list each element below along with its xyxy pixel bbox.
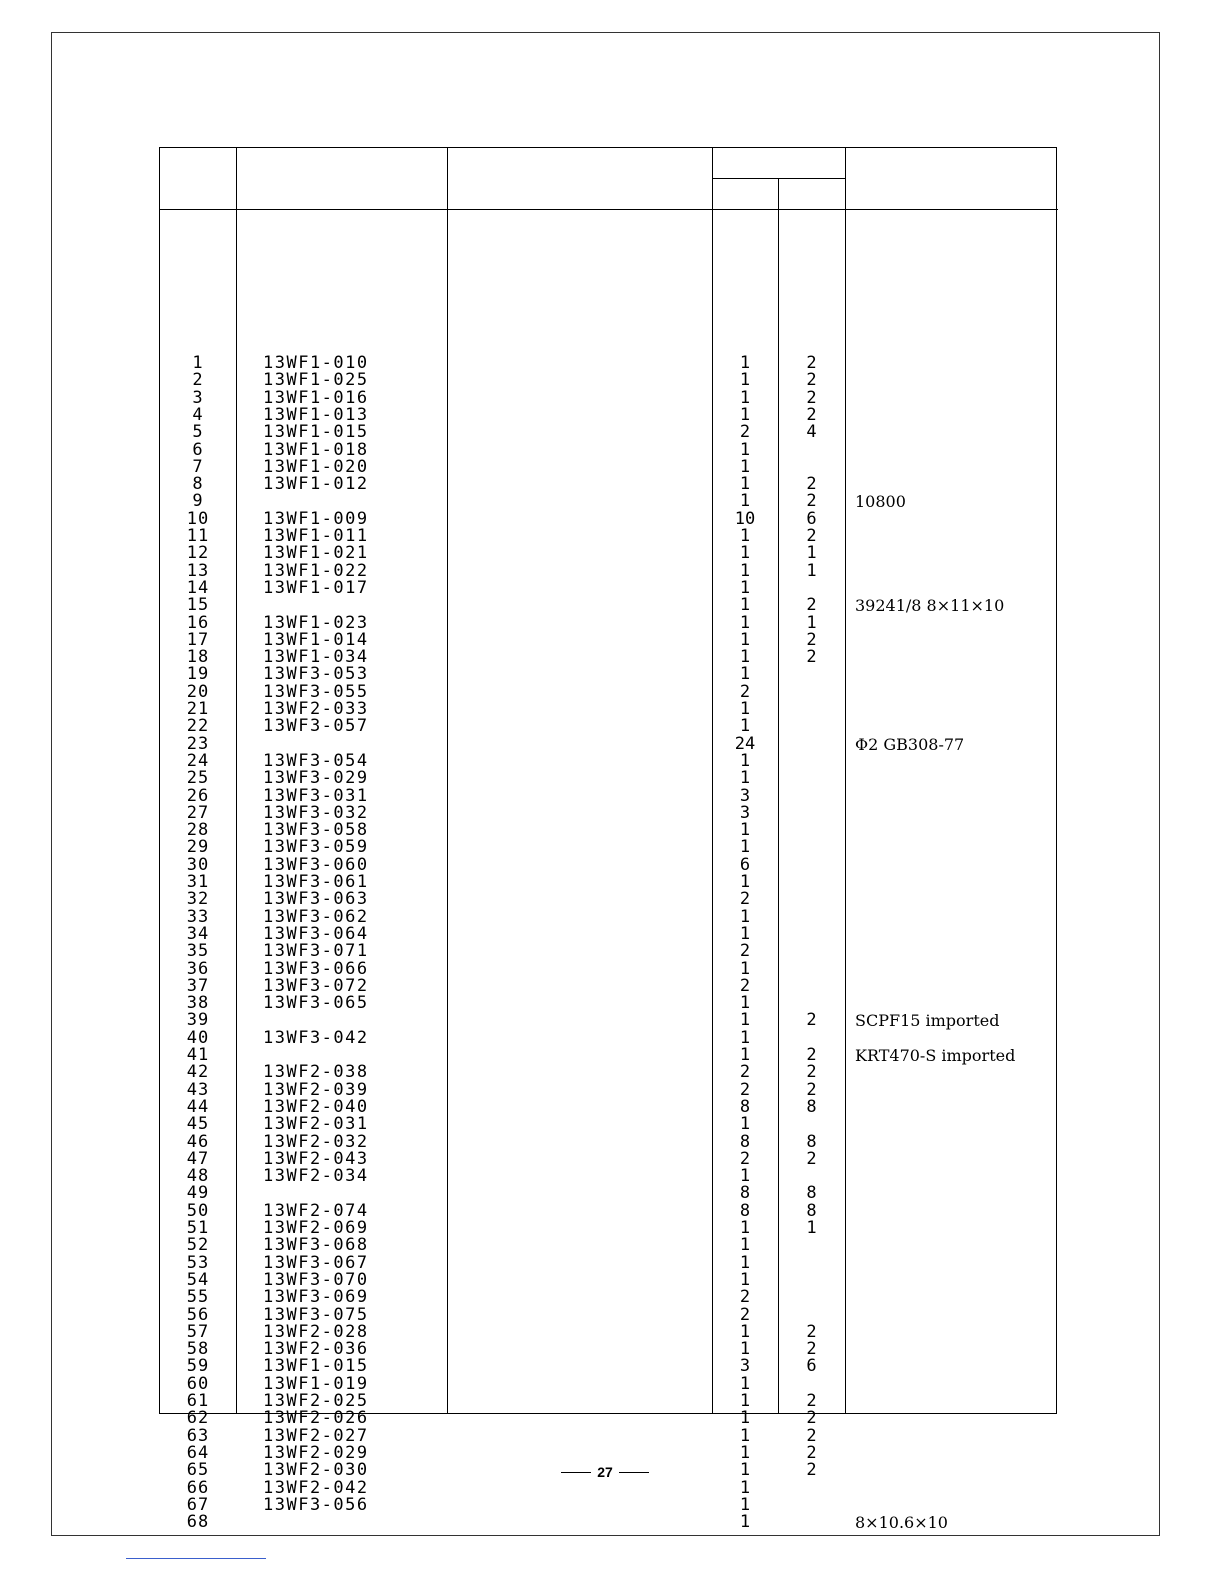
row-number: 40 [186, 1027, 210, 1048]
quantity-per-unit: 1 [739, 1166, 751, 1187]
quantity-per-unit: 2 [739, 1079, 751, 1100]
row-number: 34 [186, 923, 210, 944]
quantity-per-unit: 2 [739, 681, 751, 702]
row-number: 63 [186, 1425, 210, 1446]
row-number: 56 [186, 1304, 210, 1325]
row-number: 20 [186, 681, 210, 702]
quantity-per-unit: 1 [739, 439, 751, 460]
row-number: 31 [186, 872, 210, 892]
row-number: 42 [186, 1062, 210, 1083]
quantity-per-unit: 24 [734, 733, 756, 754]
table-row [160, 891, 1058, 908]
quantity-total: 2 [806, 1045, 817, 1065]
part-code: 13WF3-029 [263, 768, 369, 789]
quantity-per-unit: 2 [739, 1304, 751, 1325]
row-number: 11 [186, 526, 210, 546]
row-number: 6 [192, 439, 204, 460]
table-row [160, 1237, 1058, 1254]
table-row [160, 1168, 1058, 1185]
quantity-per-unit: 1 [739, 1442, 751, 1463]
part-code: 13WF2-032 [263, 1131, 369, 1152]
table-row [160, 995, 1058, 1012]
quantity-per-unit: 3 [739, 802, 751, 823]
table-row [160, 770, 1058, 787]
quantity-per-unit: 1 [739, 1391, 751, 1411]
row-number: 47 [186, 1148, 210, 1169]
row-number: 54 [186, 1269, 210, 1290]
row-number: 14 [186, 577, 210, 598]
row-number: 1 [192, 353, 204, 373]
row-number: 44 [186, 1096, 210, 1117]
row-number: 66 [186, 1477, 210, 1498]
quantity-per-unit: 1 [739, 612, 751, 633]
row-number: 68 [186, 1512, 210, 1533]
quantity-total: 2 [806, 353, 817, 373]
table-row [160, 1494, 1058, 1515]
quantity-per-unit: 6 [739, 854, 751, 875]
table-row [160, 1410, 1058, 1427]
quantity-per-unit: 1 [739, 1010, 751, 1031]
quantity-total: 2 [806, 629, 817, 650]
part-code: 13WF1-010 [263, 353, 369, 373]
quantity-total: 1 [806, 1218, 817, 1238]
table-row [160, 1514, 1058, 1531]
remark: 8×10.6×10 [855, 1513, 948, 1533]
row-number: 57 [186, 1321, 210, 1342]
quantity-per-unit: 2 [739, 941, 751, 962]
quantity-per-unit: 1 [739, 872, 751, 892]
table-row [160, 597, 1058, 614]
part-code: 13WF3-069 [263, 1287, 369, 1308]
row-number: 49 [186, 1183, 210, 1204]
part-code: 13WF2-025 [263, 1391, 369, 1411]
quantity-per-unit: 2 [739, 1148, 751, 1169]
row-number: 45 [186, 1114, 210, 1135]
part-code: 13WF1-015 [263, 422, 369, 443]
quantity-per-unit: 1 [739, 1425, 751, 1446]
table-row [160, 1116, 1058, 1133]
quantity-per-unit: 2 [739, 889, 751, 910]
part-code: 13WF2-027 [263, 1425, 369, 1446]
table-row [160, 1027, 1058, 1048]
quantity-per-unit: 1 [739, 1339, 751, 1360]
row-number: 52 [186, 1235, 210, 1256]
row-number: 12 [186, 543, 210, 564]
page-number [560, 1462, 650, 1482]
quantity-per-unit: 1 [739, 664, 751, 685]
row-number: 64 [186, 1442, 210, 1463]
page-number-left-dash [561, 1472, 591, 1473]
quantity-per-unit: 1 [739, 387, 751, 408]
page-number-text: 27 [597, 1464, 613, 1480]
row-number: 46 [186, 1131, 210, 1152]
row-number: 65 [186, 1460, 210, 1481]
quantity-total: 2 [806, 647, 817, 668]
part-code: 13WF1-022 [263, 560, 369, 581]
quantity-per-unit: 1 [739, 1252, 751, 1273]
part-code: 13WF3-067 [263, 1252, 369, 1273]
part-code: 13WF2-074 [263, 1200, 369, 1221]
part-code: 13WF3-065 [263, 993, 369, 1014]
quantity-per-unit: 2 [739, 975, 751, 996]
row-number: 50 [186, 1200, 210, 1221]
quantity-per-unit: 8 [739, 1131, 751, 1152]
part-code: 13WF1-017 [263, 577, 369, 598]
quantity-per-unit: 1 [739, 647, 751, 668]
table-row [160, 476, 1058, 493]
quantity-per-unit: 1 [739, 1408, 751, 1429]
remark: Φ2 GB308-77 [855, 734, 965, 754]
quantity-per-unit: 2 [739, 422, 751, 443]
row-number: 35 [186, 941, 210, 962]
quantity-per-unit: 1 [739, 923, 751, 944]
row-number: 4 [192, 404, 204, 425]
quantity-per-unit: 1 [739, 491, 751, 512]
quantity-per-unit: 1 [739, 595, 751, 616]
part-code: 13WF2-043 [263, 1148, 369, 1169]
table-row [160, 577, 1058, 598]
table-row [160, 718, 1058, 735]
part-code: 13WF1-020 [263, 456, 369, 477]
row-number: 27 [186, 802, 210, 823]
quantity-per-unit: 1 [739, 353, 751, 373]
row-number: 9 [192, 491, 204, 512]
row-number: 41 [186, 1045, 210, 1065]
part-code: 13WF1-009 [263, 508, 369, 529]
quantity-per-unit: 1 [739, 526, 751, 546]
row-number: 5 [192, 422, 204, 443]
quantity-per-unit: 1 [739, 750, 751, 771]
row-number: 10 [186, 508, 210, 529]
quantity-per-unit: 1 [739, 906, 751, 927]
row-number: 19 [186, 664, 210, 685]
quantity-per-unit: 1 [739, 716, 751, 737]
quantity-per-unit: 1 [739, 1512, 751, 1533]
table-row [160, 545, 1058, 562]
quantity-total: 2 [806, 1148, 817, 1169]
row-number: 15 [186, 595, 210, 616]
row-number: 28 [186, 820, 210, 841]
quantity-per-unit: 1 [739, 456, 751, 477]
quantity-total: 2 [806, 1408, 817, 1429]
part-code: 13WF3-061 [263, 872, 369, 892]
part-code: 13WF3-031 [263, 785, 369, 806]
footer-link-line [126, 1558, 266, 1559]
quantity-total: 2 [806, 474, 817, 495]
part-code: 13WF2-031 [263, 1114, 369, 1135]
quantity-per-unit: 1 [739, 1460, 751, 1481]
quantity-total: 1 [806, 560, 817, 581]
part-code: 13WF3-059 [263, 837, 369, 858]
part-code: 13WF2-028 [263, 1321, 369, 1342]
part-code: 13WF2-042 [263, 1477, 369, 1498]
row-number: 59 [186, 1356, 210, 1377]
row-number: 51 [186, 1218, 210, 1238]
table-row [160, 1289, 1058, 1306]
quantity-total: 2 [806, 1010, 817, 1031]
quantity-total: 1 [806, 543, 817, 564]
part-code: 13WF3-058 [263, 820, 369, 841]
quantity-total: 2 [806, 1079, 817, 1100]
quantity-total: 4 [806, 422, 817, 443]
quantity-per-unit: 1 [739, 1373, 751, 1394]
row-number: 16 [186, 612, 210, 633]
remark: 10800 [855, 492, 906, 512]
quantity-per-unit: 1 [739, 629, 751, 650]
quantity-total: 8 [806, 1131, 817, 1152]
quantity-total: 8 [806, 1096, 817, 1117]
quantity-per-unit: 3 [739, 1356, 751, 1377]
quantity-total: 2 [806, 1460, 817, 1481]
row-number: 48 [186, 1166, 210, 1187]
part-code: 13WF3-032 [263, 802, 369, 823]
row-number: 39 [186, 1010, 210, 1031]
quantity-total: 2 [806, 1339, 817, 1360]
part-code: 13WF3-056 [263, 1494, 369, 1515]
quantity-per-unit: 1 [739, 543, 751, 564]
row-number: 22 [186, 716, 210, 737]
part-code: 13WF1-012 [263, 474, 369, 495]
part-code: 13WF3-053 [263, 664, 369, 685]
part-code: 13WF2-036 [263, 1339, 369, 1360]
quantity-per-unit: 1 [739, 577, 751, 598]
quantity-per-unit: 1 [739, 958, 751, 979]
part-code: 13WF3-042 [263, 1027, 369, 1048]
quantity-per-unit: 8 [739, 1096, 751, 1117]
quantity-per-unit: 1 [739, 837, 751, 858]
row-number: 18 [186, 647, 210, 668]
quantity-total: 2 [806, 387, 817, 408]
quantity-total: 2 [806, 370, 817, 391]
quantity-total: 2 [806, 491, 817, 512]
quantity-total: 2 [806, 1321, 817, 1342]
part-code: 13WF3-071 [263, 941, 369, 962]
row-number: 26 [186, 785, 210, 806]
quantity-per-unit: 1 [739, 474, 751, 495]
row-number: 29 [186, 837, 210, 858]
quantity-per-unit: 1 [739, 1218, 751, 1238]
parts-table [159, 147, 1057, 1533]
quantity-total: 2 [806, 1391, 817, 1411]
quantity-per-unit: 1 [739, 1235, 751, 1256]
part-code: 13WF3-062 [263, 906, 369, 927]
part-code: 13WF1-013 [263, 404, 369, 425]
table-row [160, 424, 1058, 441]
quantity-total: 2 [806, 595, 817, 616]
quantity-per-unit: 1 [739, 1269, 751, 1290]
part-code: 13WF2-029 [263, 1442, 369, 1463]
part-code: 13WF1-025 [263, 370, 369, 391]
row-number: 32 [186, 889, 210, 910]
part-code: 13WF1-014 [263, 629, 369, 650]
part-code: 13WF2-034 [263, 1166, 369, 1187]
quantity-per-unit: 1 [739, 1045, 751, 1065]
part-code: 13WF1-018 [263, 439, 369, 460]
row-number: 3 [192, 387, 204, 408]
quantity-total: 8 [806, 1200, 817, 1221]
quantity-per-unit: 1 [739, 370, 751, 391]
quantity-total: 1 [806, 612, 817, 633]
quantity-total: 8 [806, 1183, 817, 1204]
part-code: 13WF3-075 [263, 1304, 369, 1325]
part-code: 13WF1-016 [263, 387, 369, 408]
row-number: 17 [186, 629, 210, 650]
part-code: 13WF2-039 [263, 1079, 369, 1100]
part-code: 13WF2-040 [263, 1096, 369, 1117]
header-divider [160, 209, 1058, 210]
row-number: 21 [186, 699, 210, 719]
part-code: 13WF1-019 [263, 1373, 369, 1394]
quantity-per-unit: 1 [739, 1114, 751, 1135]
row-number: 60 [186, 1373, 210, 1394]
remark: 39241/8 8×11×10 [855, 596, 1005, 616]
row-number: 43 [186, 1079, 210, 1100]
part-code: 13WF3-070 [263, 1269, 369, 1290]
row-number: 24 [186, 750, 210, 771]
quantity-per-unit: 1 [739, 560, 751, 581]
row-number: 37 [186, 975, 210, 996]
row-number: 61 [186, 1391, 210, 1411]
row-number: 55 [186, 1287, 210, 1308]
quantity-total: 2 [806, 526, 817, 546]
part-code: 13WF1-034 [263, 647, 369, 668]
quantity-per-unit: 1 [739, 993, 751, 1014]
page-number-right-dash [619, 1472, 649, 1473]
quantity-per-unit: 2 [739, 1287, 751, 1308]
remark: SCPF15 imported [855, 1011, 1000, 1031]
part-code: 13WF3-066 [263, 958, 369, 979]
quantity-per-unit: 8 [739, 1183, 751, 1204]
part-code: 13WF3-055 [263, 681, 369, 702]
part-code: 13WF3-063 [263, 889, 369, 910]
row-number: 25 [186, 768, 210, 789]
part-code: 13WF3-068 [263, 1235, 369, 1256]
remark: KRT470-S imported [855, 1046, 1016, 1065]
part-code: 13WF3-057 [263, 716, 369, 737]
part-code: 13WF2-069 [263, 1218, 369, 1238]
part-code: 13WF1-015 [263, 1356, 369, 1377]
part-code: 13WF2-033 [263, 699, 369, 719]
row-number: 62 [186, 1408, 210, 1429]
row-number: 8 [192, 474, 204, 495]
quantity-per-unit: 1 [739, 820, 751, 841]
row-number: 2 [192, 370, 204, 391]
quantity-per-unit: 1 [739, 1477, 751, 1498]
part-code: 13WF1-023 [263, 612, 369, 633]
quantity-per-unit: 2 [739, 1062, 751, 1083]
part-code: 13WF2-038 [263, 1062, 369, 1083]
quantity-total: 2 [806, 404, 817, 425]
row-number: 38 [186, 993, 210, 1014]
row-number: 33 [186, 906, 210, 927]
table-row [160, 1064, 1058, 1081]
row-number: 58 [186, 1339, 210, 1360]
row-number: 30 [186, 854, 210, 875]
quantity-per-unit: 1 [739, 404, 751, 425]
table-row [160, 943, 1058, 960]
quantity-per-unit: 1 [739, 1321, 751, 1342]
part-code: 13WF3-072 [263, 975, 369, 996]
quantity-total: 2 [806, 1062, 817, 1083]
part-code: 13WF3-064 [263, 923, 369, 944]
quantity-total: 6 [806, 508, 817, 529]
row-number: 23 [186, 733, 210, 754]
quantity-per-unit: 1 [739, 699, 751, 719]
row-number: 67 [186, 1494, 210, 1515]
row-number: 36 [186, 958, 210, 979]
quantity-per-unit: 1 [739, 1027, 751, 1048]
part-code: 13WF3-060 [263, 854, 369, 875]
part-code: 13WF2-030 [263, 1460, 369, 1481]
quantity-total: 6 [806, 1356, 817, 1377]
part-code: 13WF2-026 [263, 1408, 369, 1429]
quantity-per-unit: 10 [734, 508, 756, 529]
part-code: 13WF1-011 [263, 526, 369, 546]
quantity-per-unit: 8 [739, 1200, 751, 1221]
part-code: 13WF3-054 [263, 750, 369, 771]
quantity-total: 2 [806, 1442, 817, 1463]
quantity-per-unit: 1 [739, 768, 751, 789]
row-number: 7 [192, 456, 204, 477]
quantity-per-unit: 3 [739, 785, 751, 806]
quantity-total: 2 [806, 1425, 817, 1446]
row-number: 53 [186, 1252, 210, 1273]
part-code: 13WF1-021 [263, 543, 369, 564]
quantity-per-unit: 1 [739, 1494, 751, 1515]
row-number: 13 [186, 560, 210, 581]
table-row [160, 372, 1058, 389]
